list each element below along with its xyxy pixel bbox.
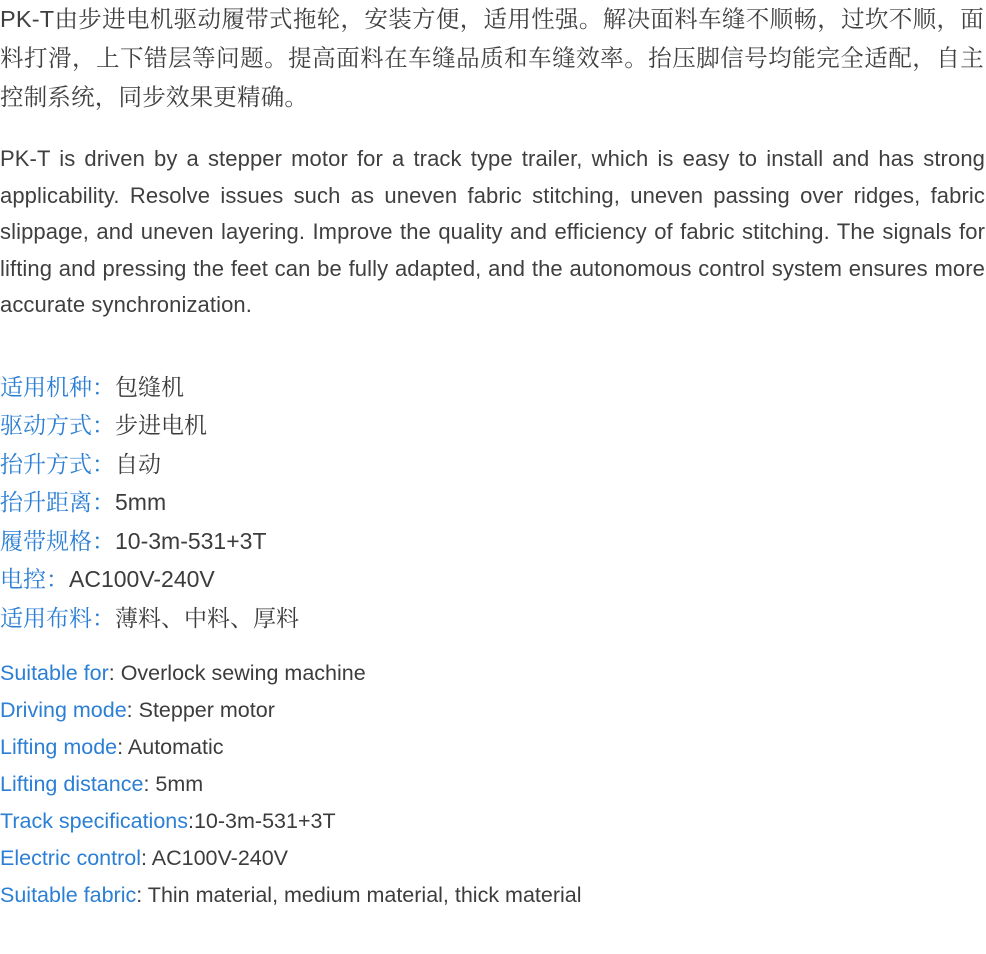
spec-value: 自动 — [115, 450, 161, 477]
spec-row — [0, 368, 986, 407]
spec-label: 适用机种： — [0, 373, 115, 400]
spec-label: Lifting mode — [0, 735, 118, 759]
spec-label: 电控： — [0, 566, 69, 592]
spec-value: : Thin material, medium material, thick material — [136, 883, 582, 907]
spec-value: 步进电机 — [115, 412, 207, 438]
spec-row — [0, 599, 986, 638]
spec-row — [0, 803, 986, 840]
specifications-english — [0, 655, 986, 914]
spec-row — [0, 406, 986, 445]
spec-label: 适用布料： — [0, 604, 115, 631]
spec-row — [0, 522, 986, 561]
spec-value: : Automatic — [117, 735, 224, 759]
spec-row — [0, 766, 986, 803]
spec-label: Suitable for — [0, 661, 109, 685]
spec-value: 10-3m-531+3T — [115, 527, 267, 554]
spec-row — [0, 729, 986, 766]
spec-row — [0, 560, 986, 599]
specifications-chinese — [0, 368, 986, 638]
spec-row — [0, 445, 986, 484]
spec-row — [0, 483, 986, 522]
spec-label: 抬升方式： — [0, 450, 115, 477]
intro-paragraph-chinese: PK-T由步进电机驱动履带式拖轮，安装方便，适用性强。解决面料车缝不顺畅，过坎不顺，面料打滑，上下错层等问题。提高面料在车缝品质和车缝效率。抬压脚信号均能完全适配，自主控制系统，同步效果更精确。 — [0, 6, 984, 110]
spec-value: 薄料、中料、厚料 — [115, 604, 299, 631]
spec-value: AC100V-240V — [69, 566, 215, 592]
spec-label: Driving mode — [0, 698, 127, 722]
spec-label: Suitable fabric — [0, 883, 137, 907]
spec-label: 抬升距离： — [0, 489, 115, 515]
spec-row — [0, 692, 986, 729]
spec-value: :10-3m-531+3T — [188, 809, 336, 833]
spec-value: : Overlock sewing machine — [108, 661, 366, 685]
spec-value: : Stepper motor — [126, 698, 275, 722]
spec-label: 履带规格： — [0, 527, 115, 554]
intro-paragraph-english: PK-T is driven by a stepper motor for a track type trailer, which is easy to install and has strong applicability. Resolve issues such as uneven fabric stitching, uneven passing over ridges, fabric slippage, and uneven layering. Improve the quality and efficiency of fabric stitching. The signals for lifting and pressing the feet can be fully adapted, and the autonomous control system ensures more accurate synchronization. — [0, 146, 985, 317]
spec-value: 包缝机 — [115, 373, 184, 400]
spec-label: Electric control — [0, 846, 141, 870]
spec-value: : 5mm — [143, 772, 204, 796]
spec-value: : AC100V-240V — [141, 846, 289, 870]
spec-label: Track specifications — [0, 809, 188, 833]
spec-row — [0, 877, 986, 914]
spec-row — [0, 655, 986, 692]
spec-label: Lifting distance — [0, 772, 144, 796]
spec-value: 5mm — [115, 489, 167, 515]
spec-label: 驱动方式： — [0, 412, 115, 438]
spec-row — [0, 840, 986, 877]
